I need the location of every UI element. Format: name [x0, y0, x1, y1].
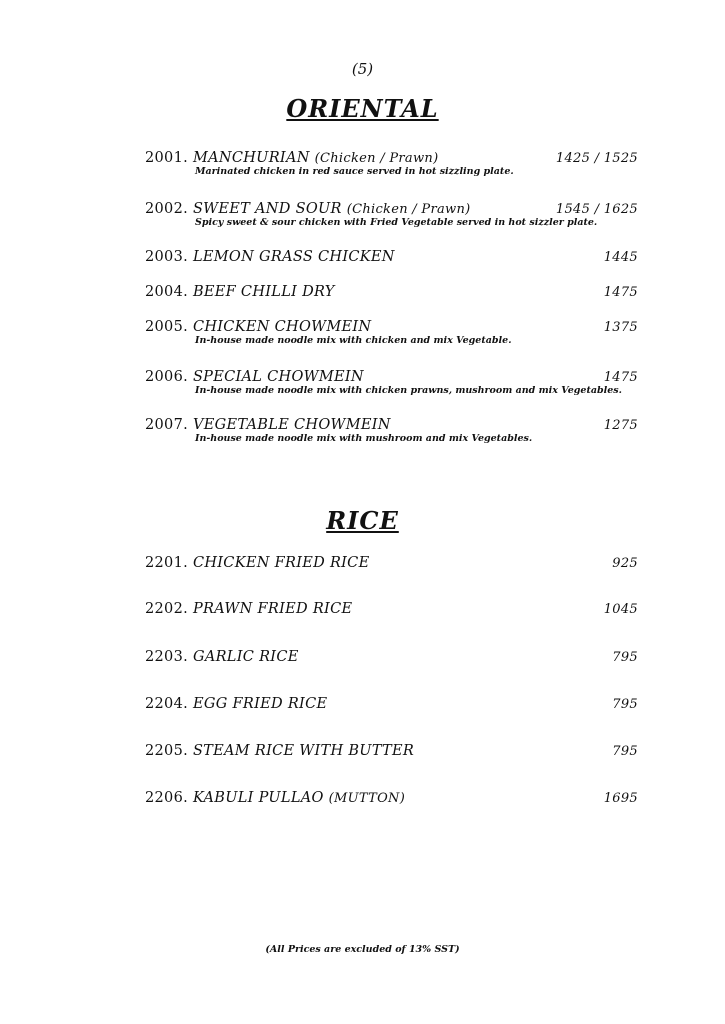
menu-item: [145, 601, 638, 617]
item-description: In-house made noodle mix with chicken and mix Vegetable.: [195, 335, 512, 346]
item-name: 2005. CHICKEN CHOWMEIN: [145, 319, 372, 335]
price-note: (All Prices are excluded of 13% SST): [265, 944, 460, 955]
item-description: In-house made noodle mix with chicken prawns, mushroom and mix Vegetables.: [195, 385, 622, 396]
item-price: 1475: [603, 285, 638, 300]
section-title-rice: RICE: [326, 506, 399, 535]
item-price: 795: [612, 744, 638, 759]
item-name: 2003. LEMON GRASS CHICKEN: [145, 249, 395, 265]
item-price: 1445: [603, 250, 638, 265]
item-price: 795: [612, 697, 638, 712]
item-name: 2205. STEAM RICE WITH BUTTER: [145, 743, 415, 759]
menu-item: [145, 319, 638, 346]
item-name: 2204. EGG FRIED RICE: [145, 696, 328, 712]
item-price: 925: [612, 556, 638, 571]
menu-item: [145, 284, 638, 300]
item-name: 2201. CHICKEN FRIED RICE: [145, 555, 370, 571]
item-price: 1695: [603, 791, 638, 806]
menu-item: [145, 790, 638, 806]
menu-item: [145, 201, 638, 228]
menu-item: [145, 649, 638, 665]
menu-item: [145, 249, 638, 265]
item-name: 2203. GARLIC RICE: [145, 649, 299, 665]
section-title-oriental: ORIENTAL: [286, 94, 439, 123]
item-price: 1375: [603, 320, 638, 335]
item-name: 2206. KABULI PULLAO (MUTTON): [145, 790, 406, 806]
menu-item: [145, 150, 638, 177]
menu-item: [145, 417, 638, 444]
item-name: 2202. PRAWN FRIED RICE: [145, 601, 353, 617]
menu-item: [145, 555, 638, 571]
item-price: 1045: [603, 602, 638, 617]
item-description: Marinated chicken in red sauce served in hot sizzling plate.: [195, 166, 514, 177]
menu-item: [145, 696, 638, 712]
menu-item: [145, 369, 638, 396]
item-price: 795: [612, 650, 638, 665]
item-price: 1545 / 1625: [555, 202, 638, 217]
item-name: 2006. SPECIAL CHOWMEIN: [145, 369, 364, 385]
item-name: 2001. MANCHURIAN (Chicken / Prawn): [145, 150, 439, 166]
item-price: 1425 / 1525: [555, 151, 638, 166]
item-price: 1275: [603, 418, 638, 433]
item-name: 2002. SWEET AND SOUR (Chicken / Prawn): [145, 201, 471, 217]
item-price: 1475: [603, 370, 638, 385]
page-number: (5): [351, 60, 374, 78]
item-description: In-house made noodle mix with mushroom and mix Vegetables.: [195, 433, 533, 444]
menu-item: [145, 743, 638, 759]
item-name: 2007. VEGETABLE CHOWMEIN: [145, 417, 391, 433]
item-description: Spicy sweet & sour chicken with Fried Vegetable served in hot sizzler plate.: [195, 217, 598, 228]
item-name: 2004. BEEF CHILLI DRY: [145, 284, 335, 300]
